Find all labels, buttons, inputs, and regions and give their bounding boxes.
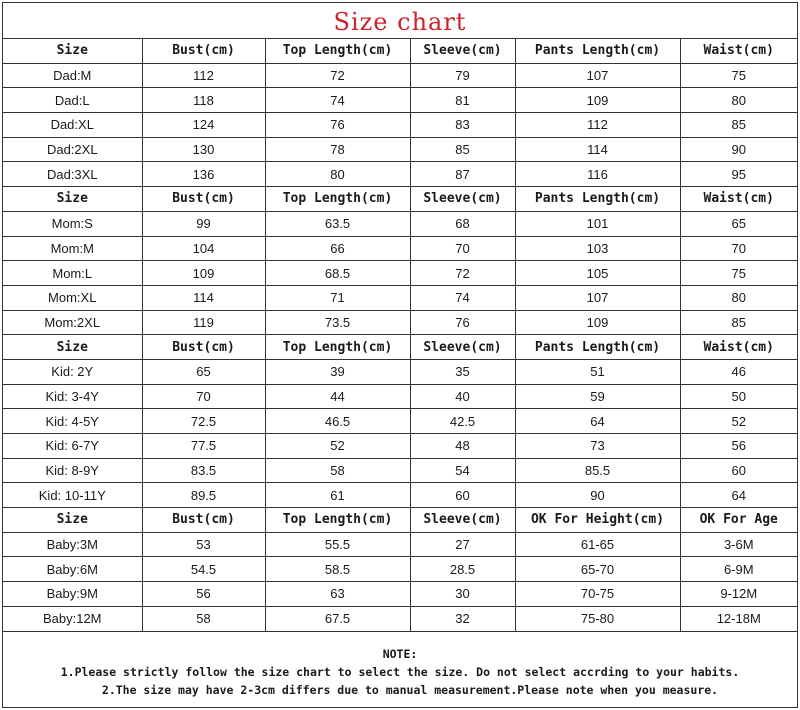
column-header: Sleeve(cm)	[410, 508, 515, 533]
table-cell: 63	[265, 582, 410, 607]
table-cell: 105	[515, 261, 680, 286]
table-row	[3, 310, 797, 335]
column-header: Bust(cm)	[142, 187, 265, 212]
column-header: Bust(cm)	[142, 508, 265, 533]
table-cell: 52	[680, 409, 797, 434]
table-cell: 112	[515, 113, 680, 138]
size-label: Kid: 10-11Y	[3, 483, 142, 508]
table-cell: 90	[680, 137, 797, 162]
table-cell: 87	[410, 162, 515, 187]
size-label: Baby:3M	[3, 532, 142, 557]
table-cell: 75	[680, 261, 797, 286]
table-cell: 65	[142, 359, 265, 384]
size-label: Mom:S	[3, 211, 142, 236]
table-cell: 60	[410, 483, 515, 508]
table-cell: 46.5	[265, 409, 410, 434]
header-row-dad	[3, 39, 797, 63]
table-row	[3, 211, 797, 236]
size-label: Mom:XL	[3, 285, 142, 310]
table-cell: 63.5	[265, 211, 410, 236]
column-header: Waist(cm)	[680, 187, 797, 212]
table-cell: 51	[515, 359, 680, 384]
table-cell: 85	[680, 310, 797, 335]
table-cell: 58.5	[265, 557, 410, 582]
table-row	[3, 409, 797, 434]
table-row	[3, 557, 797, 582]
table-row	[3, 162, 797, 187]
table-cell: 72	[265, 63, 410, 88]
size-label: Dad:M	[3, 63, 142, 88]
table-cell: 109	[515, 88, 680, 113]
table-cell: 46	[680, 359, 797, 384]
table-cell: 30	[410, 582, 515, 607]
table-row	[3, 384, 797, 409]
table-cell: 68.5	[265, 261, 410, 286]
size-chart	[2, 2, 798, 708]
note-line-2: 2.The size may have 2-3cm differs due to manual measurement.Please note when you measure.	[101, 682, 719, 697]
column-header: Waist(cm)	[680, 39, 797, 63]
table-cell: 70	[410, 236, 515, 261]
column-header: Pants Length(cm)	[515, 187, 680, 212]
table-cell: 83	[410, 113, 515, 138]
table-cell: 65-70	[515, 557, 680, 582]
table-cell: 12-18M	[680, 606, 797, 631]
size-label: Kid: 2Y	[3, 359, 142, 384]
column-header: Pants Length(cm)	[515, 39, 680, 63]
size-label: Dad:2XL	[3, 137, 142, 162]
column-header: Top Length(cm)	[265, 39, 410, 63]
table-cell: 81	[410, 88, 515, 113]
table-cell: 79	[410, 63, 515, 88]
table-row	[3, 582, 797, 607]
table-cell: 80	[265, 162, 410, 187]
table-row	[3, 458, 797, 483]
table-cell: 80	[680, 88, 797, 113]
table-cell: 99	[142, 211, 265, 236]
table-cell: 80	[680, 285, 797, 310]
table-row	[3, 359, 797, 384]
size-label: Kid: 6-7Y	[3, 434, 142, 459]
table-cell: 6-9M	[680, 557, 797, 582]
table-cell: 78	[265, 137, 410, 162]
table-cell: 58	[265, 458, 410, 483]
size-label: Mom:2XL	[3, 310, 142, 335]
table-cell: 103	[515, 236, 680, 261]
table-row	[3, 236, 797, 261]
table-cell: 39	[265, 359, 410, 384]
column-header: Top Length(cm)	[265, 508, 410, 533]
column-header: Bust(cm)	[142, 335, 265, 360]
column-header: OK For Age	[680, 508, 797, 533]
table-cell: 67.5	[265, 606, 410, 631]
table-cell: 85	[410, 137, 515, 162]
table-cell: 48	[410, 434, 515, 459]
table-cell: 89.5	[142, 483, 265, 508]
table-cell: 64	[515, 409, 680, 434]
table-cell: 118	[142, 88, 265, 113]
column-header: Size	[3, 335, 142, 360]
table-cell: 53	[142, 532, 265, 557]
column-header: Top Length(cm)	[265, 187, 410, 212]
size-label: Baby:6M	[3, 557, 142, 582]
table-cell: 55.5	[265, 532, 410, 557]
table-cell: 83.5	[142, 458, 265, 483]
table-cell: 109	[515, 310, 680, 335]
table-cell: 70-75	[515, 582, 680, 607]
column-header: Pants Length(cm)	[515, 335, 680, 360]
column-header: Sleeve(cm)	[410, 335, 515, 360]
table-cell: 66	[265, 236, 410, 261]
table-cell: 52	[265, 434, 410, 459]
table-cell: 76	[410, 310, 515, 335]
note-line-1: 1.Please strictly follow the size chart to select the size. Do not select accrding to your habits.	[60, 664, 740, 679]
table-cell: 54	[410, 458, 515, 483]
note-section	[3, 632, 797, 708]
table-cell: 50	[680, 384, 797, 409]
table-cell: 58	[142, 606, 265, 631]
table-cell: 77.5	[142, 434, 265, 459]
table-cell: 56	[680, 434, 797, 459]
table-cell: 114	[142, 285, 265, 310]
table-row	[3, 137, 797, 162]
table-cell: 61	[265, 483, 410, 508]
size-label: Mom:L	[3, 261, 142, 286]
column-header: Bust(cm)	[142, 39, 265, 63]
table-row	[3, 606, 797, 631]
table-cell: 76	[265, 113, 410, 138]
table-cell: 75	[680, 63, 797, 88]
table-cell: 28.5	[410, 557, 515, 582]
table-row	[3, 261, 797, 286]
table-cell: 85	[680, 113, 797, 138]
table-cell: 61-65	[515, 532, 680, 557]
table-cell: 60	[680, 458, 797, 483]
column-header: Size	[3, 39, 142, 63]
table-cell: 42.5	[410, 409, 515, 434]
table-row	[3, 483, 797, 508]
table-cell: 35	[410, 359, 515, 384]
column-header: Top Length(cm)	[265, 335, 410, 360]
size-label: Dad:XL	[3, 113, 142, 138]
table-row	[3, 434, 797, 459]
table-cell: 124	[142, 113, 265, 138]
table-cell: 44	[265, 384, 410, 409]
table-cell: 70	[142, 384, 265, 409]
table-cell: 74	[265, 88, 410, 113]
table-cell: 74	[410, 285, 515, 310]
size-label: Mom:M	[3, 236, 142, 261]
table-cell: 56	[142, 582, 265, 607]
table-cell: 114	[515, 137, 680, 162]
column-header: Size	[3, 187, 142, 212]
header-row-kid	[3, 335, 797, 360]
size-table	[3, 39, 797, 632]
header-row-mom	[3, 187, 797, 212]
table-cell: 71	[265, 285, 410, 310]
table-cell: 72.5	[142, 409, 265, 434]
table-row	[3, 63, 797, 88]
table-row	[3, 113, 797, 138]
column-header: Waist(cm)	[680, 335, 797, 360]
table-cell: 32	[410, 606, 515, 631]
table-cell: 65	[680, 211, 797, 236]
table-cell: 73	[515, 434, 680, 459]
size-label: Baby:9M	[3, 582, 142, 607]
size-label: Dad:3XL	[3, 162, 142, 187]
size-label: Dad:L	[3, 88, 142, 113]
table-cell: 90	[515, 483, 680, 508]
column-header: Sleeve(cm)	[410, 187, 515, 212]
table-cell: 104	[142, 236, 265, 261]
table-row	[3, 88, 797, 113]
column-header: Size	[3, 508, 142, 533]
table-cell: 109	[142, 261, 265, 286]
table-cell: 107	[515, 285, 680, 310]
table-cell: 59	[515, 384, 680, 409]
table-cell: 119	[142, 310, 265, 335]
table-cell: 130	[142, 137, 265, 162]
column-header: OK For Height(cm)	[515, 508, 680, 533]
size-label: Baby:12M	[3, 606, 142, 631]
table-cell: 101	[515, 211, 680, 236]
table-row	[3, 532, 797, 557]
note-heading: NOTE:	[382, 646, 418, 661]
table-cell: 75-80	[515, 606, 680, 631]
size-label: Kid: 3-4Y	[3, 384, 142, 409]
column-header: Sleeve(cm)	[410, 39, 515, 63]
table-cell: 3-6M	[680, 532, 797, 557]
table-cell: 85.5	[515, 458, 680, 483]
table-cell: 107	[515, 63, 680, 88]
table-cell: 9-12M	[680, 582, 797, 607]
table-cell: 27	[410, 532, 515, 557]
header-row-baby	[3, 508, 797, 533]
table-cell: 70	[680, 236, 797, 261]
table-cell: 54.5	[142, 557, 265, 582]
table-cell: 95	[680, 162, 797, 187]
table-row	[3, 285, 797, 310]
table-cell: 136	[142, 162, 265, 187]
table-cell: 68	[410, 211, 515, 236]
table-cell: 112	[142, 63, 265, 88]
table-cell: 72	[410, 261, 515, 286]
size-label: Kid: 8-9Y	[3, 458, 142, 483]
size-label: Kid: 4-5Y	[3, 409, 142, 434]
chart-title: Size chart	[3, 3, 797, 39]
table-cell: 64	[680, 483, 797, 508]
table-cell: 116	[515, 162, 680, 187]
table-cell: 40	[410, 384, 515, 409]
table-cell: 73.5	[265, 310, 410, 335]
